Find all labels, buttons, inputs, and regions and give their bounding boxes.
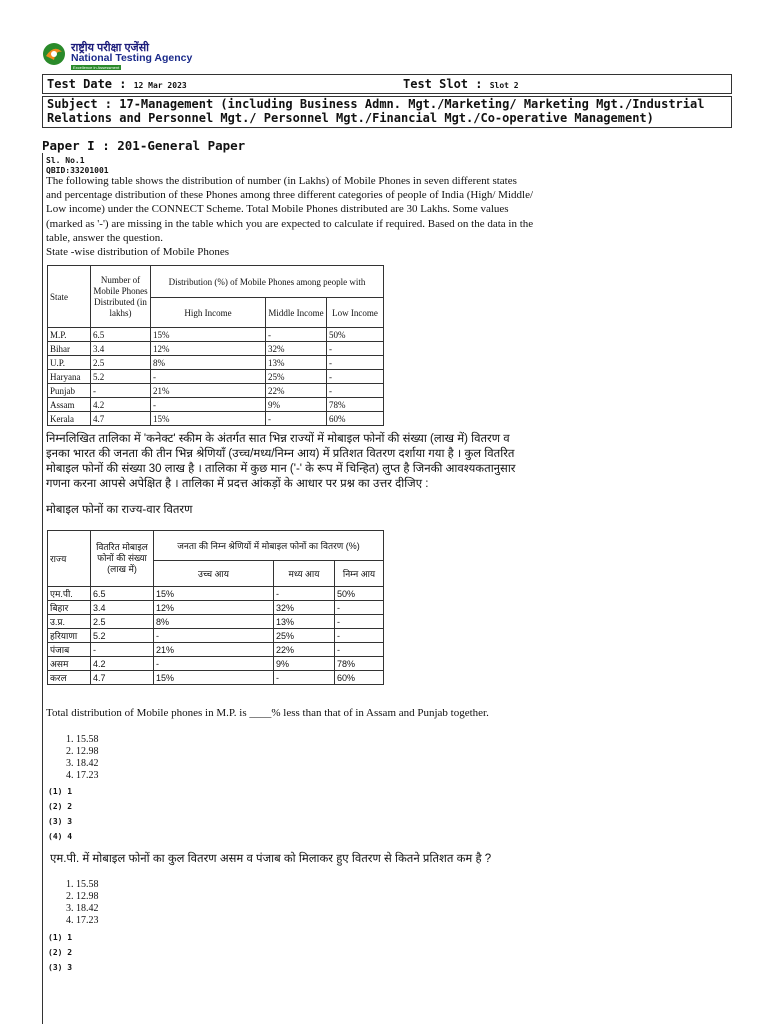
table-hi-cell: 15% <box>154 671 274 685</box>
agency-english-name: National Testing Agency <box>71 52 193 64</box>
table-en-cell: 15% <box>151 328 266 342</box>
table-en-cell: - <box>327 342 384 356</box>
table-hi-cell: - <box>274 587 335 601</box>
qbid: QBID:33201001 <box>46 166 109 175</box>
table-en-cell: 60% <box>327 412 384 426</box>
option-hi-4: 4. 17.23 <box>66 915 99 926</box>
answer-key-hi-2: (2) 2 <box>48 948 73 957</box>
table-en-cell: - <box>327 384 384 398</box>
table-hi-cell: 12% <box>154 601 274 615</box>
table-en-row <box>48 398 384 412</box>
table-title-hindi: मोबाइल फोनों का राज्य-वार वितरण <box>46 504 193 516</box>
table-en-cell: U.P. <box>48 356 91 370</box>
table-en-cell: Assam <box>48 398 91 412</box>
answer-key-3: (3) 3 <box>48 817 73 826</box>
options-hindi <box>66 879 99 927</box>
table-en-row <box>48 356 384 370</box>
option-4: 4. 17.23 <box>66 770 99 781</box>
table-en-cell: Punjab <box>48 384 91 398</box>
col-distribution: Distribution (%) of Mobile Phones among people with <box>151 266 384 298</box>
serial-number: Sl. No.1 <box>46 156 85 165</box>
table-en-cell: - <box>327 370 384 384</box>
table-en-cell: 5.2 <box>91 370 151 384</box>
subject-line: Subject : 17-Management (including Business Admn. Mgt./Marketing/ Marketing Mgt./Industrial Relations and Personnel Mgt./ Personnel Mgt./Financial Mgt./Co-operative Management) <box>42 96 732 128</box>
table-hi-cell: - <box>335 643 384 657</box>
table-en-cell: 3.4 <box>91 342 151 356</box>
col-state: State <box>48 266 91 328</box>
table-en-cell: 22% <box>266 384 327 398</box>
table-hi-cell: 4.2 <box>91 657 154 671</box>
table-hi-cell: 21% <box>154 643 274 657</box>
test-slot-value: Slot 2 <box>489 81 519 90</box>
table-hi-cell: पंजाब <box>48 643 91 657</box>
distribution-table-hindi <box>47 530 384 685</box>
table-en-row <box>48 342 384 356</box>
answer-key-2: (2) 2 <box>48 802 73 811</box>
answer-key-hi-3: (3) 3 <box>48 963 73 972</box>
table-en-cell: 4.2 <box>91 398 151 412</box>
table-hi-cell: 22% <box>274 643 335 657</box>
table-hi-cell: 60% <box>335 671 384 685</box>
table-hi-cell: - <box>154 629 274 643</box>
table-hi-row <box>48 629 384 643</box>
table-en-cell: - <box>327 356 384 370</box>
table-hi-row <box>48 587 384 601</box>
table-en-cell: 25% <box>266 370 327 384</box>
table-hi-cell: - <box>335 601 384 615</box>
option-hi-1: 1. 15.58 <box>66 879 99 890</box>
table-en-row <box>48 384 384 398</box>
table-hi-cell: 4.7 <box>91 671 154 685</box>
table-hi-row <box>48 671 384 685</box>
col-state-hi: राज्य <box>48 531 91 587</box>
test-info-bar <box>42 74 732 94</box>
answer-key-hi-1: (1) 1 <box>48 933 73 942</box>
option-hi-2: 2. 12.98 <box>66 891 99 902</box>
test-date: Test Date : 12 Mar 2023 <box>47 77 187 91</box>
table-en-cell: 32% <box>266 342 327 356</box>
table-en-cell: 8% <box>151 356 266 370</box>
table-en-cell: 78% <box>327 398 384 412</box>
table-hi-cell: 3.4 <box>91 601 154 615</box>
table-en-cell: - <box>266 328 327 342</box>
table-hi-cell: करल <box>48 671 91 685</box>
table-en-cell: - <box>91 384 151 398</box>
table-hi-cell: 32% <box>274 601 335 615</box>
table-hi-cell: 78% <box>335 657 384 671</box>
table-hi-cell: - <box>335 629 384 643</box>
table-en-cell: M.P. <box>48 328 91 342</box>
agency-tagline: Excellence in Assessment <box>73 65 120 70</box>
table-en-cell: Bihar <box>48 342 91 356</box>
answer-key-4: (4) 4 <box>48 832 73 841</box>
table-en-cell: 21% <box>151 384 266 398</box>
col-low: Low Income <box>327 298 384 328</box>
option-3: 3. 18.42 <box>66 758 99 769</box>
table-en-cell: - <box>266 412 327 426</box>
table-hi-row <box>48 601 384 615</box>
table-en-cell: - <box>151 370 266 384</box>
table-hi-row <box>48 657 384 671</box>
table-hi-cell: 9% <box>274 657 335 671</box>
table-en-row <box>48 370 384 384</box>
table-en-cell: - <box>151 398 266 412</box>
table-hi-cell: 6.5 <box>91 587 154 601</box>
table-en-cell: 4.7 <box>91 412 151 426</box>
test-date-value: 12 Mar 2023 <box>133 81 187 90</box>
col-distribution-hi: जनता की निम्न श्रेणियों में मोबाइल फोनों का वितरण (%) <box>154 531 384 561</box>
table-hi-cell: - <box>274 671 335 685</box>
paper-title: Paper I : 201-General Paper <box>42 138 246 153</box>
table-en-cell: Haryana <box>48 370 91 384</box>
col-high: High Income <box>151 298 266 328</box>
table-en-row <box>48 328 384 342</box>
col-middle: Middle Income <box>266 298 327 328</box>
col-number-hi: वितरित मोबाइल फोनों की संख्या (लाख में) <box>91 531 154 587</box>
table-en-cell: 50% <box>327 328 384 342</box>
table-en-cell: Kerala <box>48 412 91 426</box>
table-hi-cell: 15% <box>154 587 274 601</box>
col-low-hi: निम्न आय <box>335 561 384 587</box>
answer-key-1: (1) 1 <box>48 787 73 796</box>
agency-hindi-name: राष्ट्रीय परीक्षा एजेंसी <box>71 42 149 54</box>
table-hi-cell: - <box>91 643 154 657</box>
table-hi-cell: 50% <box>335 587 384 601</box>
option-hi-3: 3. 18.42 <box>66 903 99 914</box>
options-english <box>66 734 99 782</box>
nta-emblem-icon <box>42 42 66 66</box>
table-en-cell: 6.5 <box>91 328 151 342</box>
option-2: 2. 12.98 <box>66 746 99 757</box>
table-en-row <box>48 412 384 426</box>
table-hi-cell: 5.2 <box>91 629 154 643</box>
table-hi-cell: 2.5 <box>91 615 154 629</box>
table-en-cell: 15% <box>151 412 266 426</box>
table-en-cell: 9% <box>266 398 327 412</box>
table-hi-cell: बिहार <box>48 601 91 615</box>
table-hi-row <box>48 643 384 657</box>
table-hi-cell: असम <box>48 657 91 671</box>
distribution-table-english <box>47 265 384 426</box>
table-hi-cell: 13% <box>274 615 335 629</box>
table-hi-cell: 25% <box>274 629 335 643</box>
option-1: 1. 15.58 <box>66 734 99 745</box>
question-english: Total distribution of Mobile phones in M.P. is ____% less than that of in Assam and Punjab together. <box>46 707 489 719</box>
col-number: Number of Mobile Phones Distributed (in lakhs) <box>91 266 151 328</box>
table-en-cell: 2.5 <box>91 356 151 370</box>
table-en-cell: 12% <box>151 342 266 356</box>
test-slot: Test Slot : Slot 2 <box>403 77 519 91</box>
table-en-cell: 13% <box>266 356 327 370</box>
question-hindi: एम.पी. में मोबाइल फोनों का कुल वितरण असम व पंजाब को मिलाकर हुए वितरण से कितने प्रतिशत कम है ? <box>50 853 492 865</box>
table-hi-cell: - <box>335 615 384 629</box>
table-hi-cell: उ.प्र. <box>48 615 91 629</box>
intro-hindi: निम्नलिखित तालिका में 'कनेक्ट' स्कीम के अंतर्गत सात भिन्न राज्यों में मोबाइल फोनों की संख्या (लाख में) वितरण व इनका भारत की जनता की तीन भिन्न श्रेणियाँ (उच्च/मध्य/निम्न आय) में प्रतिशत वितरण दर्शाया गया है । कुल वितरित मोबाइल फोनों की संख्या 30 लाख है । तालिका में कुछ मान ('-' के रूप में चिन्हित) लुप्त है जिनकी आवश्यकतानुसार गणना करना आपसे अपेक्षित है । तालिका में प्रदत्त आंकड़ों के आधार पर प्रश्न का उत्तर दीजिए : <box>46 433 516 490</box>
intro-english: The following table shows the distribution of number (in Lakhs) of Mobile Phones in seven different states and percentage distribution of these Phones among three different categories of people of India (High/ Middle/ Low income) under the CONNECT Scheme. Total Mobile Phones distributed are 30 Lakhs. Some values (marked as '-') are missing in the table which you are expected to calculate if required. Based on the data in the table, answer the question. State -wise distribution of Mobile Phones <box>46 175 534 259</box>
table-hi-row <box>48 615 384 629</box>
table-hi-cell: हरियाणा <box>48 629 91 643</box>
table-hi-cell: एम.पी. <box>48 587 91 601</box>
col-high-hi: उच्च आय <box>154 561 274 587</box>
col-middle-hi: मध्य आय <box>274 561 335 587</box>
table-hi-cell: 8% <box>154 615 274 629</box>
table-hi-cell: - <box>154 657 274 671</box>
